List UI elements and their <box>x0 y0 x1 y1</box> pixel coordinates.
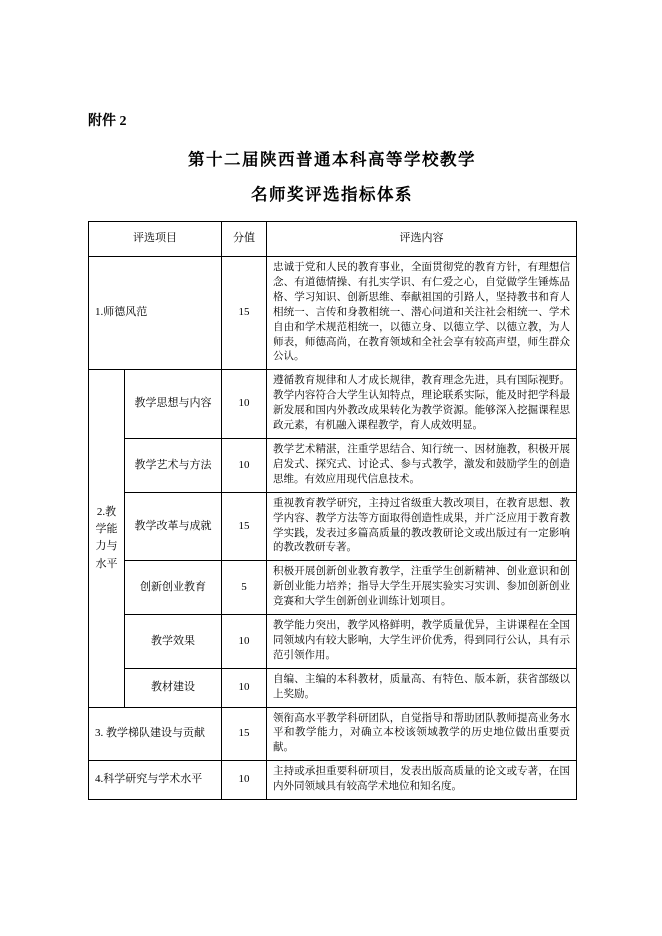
row-item-label: 3. 教学梯队建设与贡献 <box>89 707 222 761</box>
table-row-textbook <box>89 668 577 707</box>
subrow-item-label: 教材建设 <box>125 668 222 707</box>
row-content-text: 忠诚于党和人民的教育事业，全面贯彻党的教育方针，有理想信念、有道德情操、有扎实学识、有仁爱之心，自觉做学生锤炼品格、学习知识、创新思维、奉献祖国的引路人，坚持教书和育人相统一、言传和身教相统一、潜心问道和关注社会相统一、学术自由和学术规范相统一，以德立身、以德立学、以德立教，为人师表，师德高尚，在教育领域和全社会享有较高声望，师生群众公认。 <box>267 257 577 370</box>
header-cell-item: 评选项目 <box>89 222 222 257</box>
header-cell-content: 评选内容 <box>267 222 577 257</box>
subrow-score-value: 10 <box>222 370 267 439</box>
subrow-score-value: 10 <box>222 438 267 492</box>
row-score-value: 10 <box>222 761 267 800</box>
subrow-item-label: 创新创业教育 <box>125 561 222 615</box>
row-score-value: 15 <box>222 257 267 370</box>
subrow-item-label: 教学思想与内容 <box>125 370 222 439</box>
table-row-morality <box>89 257 577 370</box>
row-score-value: 15 <box>222 707 267 761</box>
table-row-teaching-art <box>89 438 577 492</box>
subrow-content-text: 重视教育教学研究，主持过省级重大教改项目，在教育思想、教学内容、教学方法等方面取得创造性成果，并广泛应用于教育教学实践，发表过多篇高质量的教改教研论文或出版过有一定影响的教改教研专著。 <box>267 492 577 561</box>
page-title-line1: 第十二届陕西普通本科高等学校教学 <box>188 150 476 169</box>
subrow-score-value: 15 <box>222 492 267 561</box>
subrow-score-value: 10 <box>222 668 267 707</box>
table-row-research <box>89 761 577 800</box>
subrow-score-value: 10 <box>222 615 267 669</box>
row-item-label: 1.师德风范 <box>89 257 222 370</box>
subrow-item-label: 教学效果 <box>125 615 222 669</box>
subrow-content-text: 教学艺术精湛，注重学思结合、知行统一、因材施教，积极开展启发式、探究式、讨论式、参与式教学，激发和鼓励学生的创造思维。有效应用现代信息技术。 <box>267 438 577 492</box>
table-row-innovation-education <box>89 561 577 615</box>
subrow-content-text: 遵循教育规律和人才成长规律，教育理念先进，具有国际视野。教学内容符合大学生认知特点，理论联系实际，能及时把学科最新发展和国内外教改成果转化为教学资源。能够深入挖掘课程思政元素，有机融入课程教学，育人成效明显。 <box>267 370 577 439</box>
criteria-table <box>88 221 577 800</box>
table-header-row <box>89 222 577 257</box>
attachment-label: 附件 2 <box>88 114 127 129</box>
subrow-score-value: 5 <box>222 561 267 615</box>
subrow-item-label: 教学改革与成就 <box>125 492 222 561</box>
subrow-content-text: 积极开展创新创业教育教学，注重学生创新精神、创业意识和创新创业能力培养；指导大学生开展实验实习实训、参加创新创业竞赛和大学生创新创业训练计划项目。 <box>267 561 577 615</box>
row-content-text: 领衔高水平教学科研团队，自觉指导和帮助团队教师提高业务水平和教学能力，对确立本校该领域教学的历史地位做出重要贡献。 <box>267 707 577 761</box>
table-row-teaching-effect <box>89 615 577 669</box>
table-row-teaching-reform <box>89 492 577 561</box>
table-row-teaching-thought <box>89 370 577 439</box>
subrow-content-text: 自编、主编的本科教材，质量高、有特色、版本新，获省部级以上奖励。 <box>267 668 577 707</box>
subrow-content-text: 教学能力突出，教学风格鲜明，教学质量优异，主讲课程在全国同领域内有较大影响，大学生评价优秀，得到同行公认，具有示范引领作用。 <box>267 615 577 669</box>
subrow-item-label: 教学艺术与方法 <box>125 438 222 492</box>
row-content-text: 主持或承担重要科研项目，发表出版高质量的论文或专著，在国内外同领域具有较高学术地位和知名度。 <box>267 761 577 800</box>
page-title-line2: 名师奖评选指标体系 <box>251 184 413 204</box>
header-cell-score: 分值 <box>222 222 267 257</box>
table-row-team-building <box>89 707 577 761</box>
row-item-label: 4.科学研究与学术水平 <box>89 761 222 800</box>
group-label-teaching-ability: 2.教学能力与水平 <box>89 370 125 707</box>
